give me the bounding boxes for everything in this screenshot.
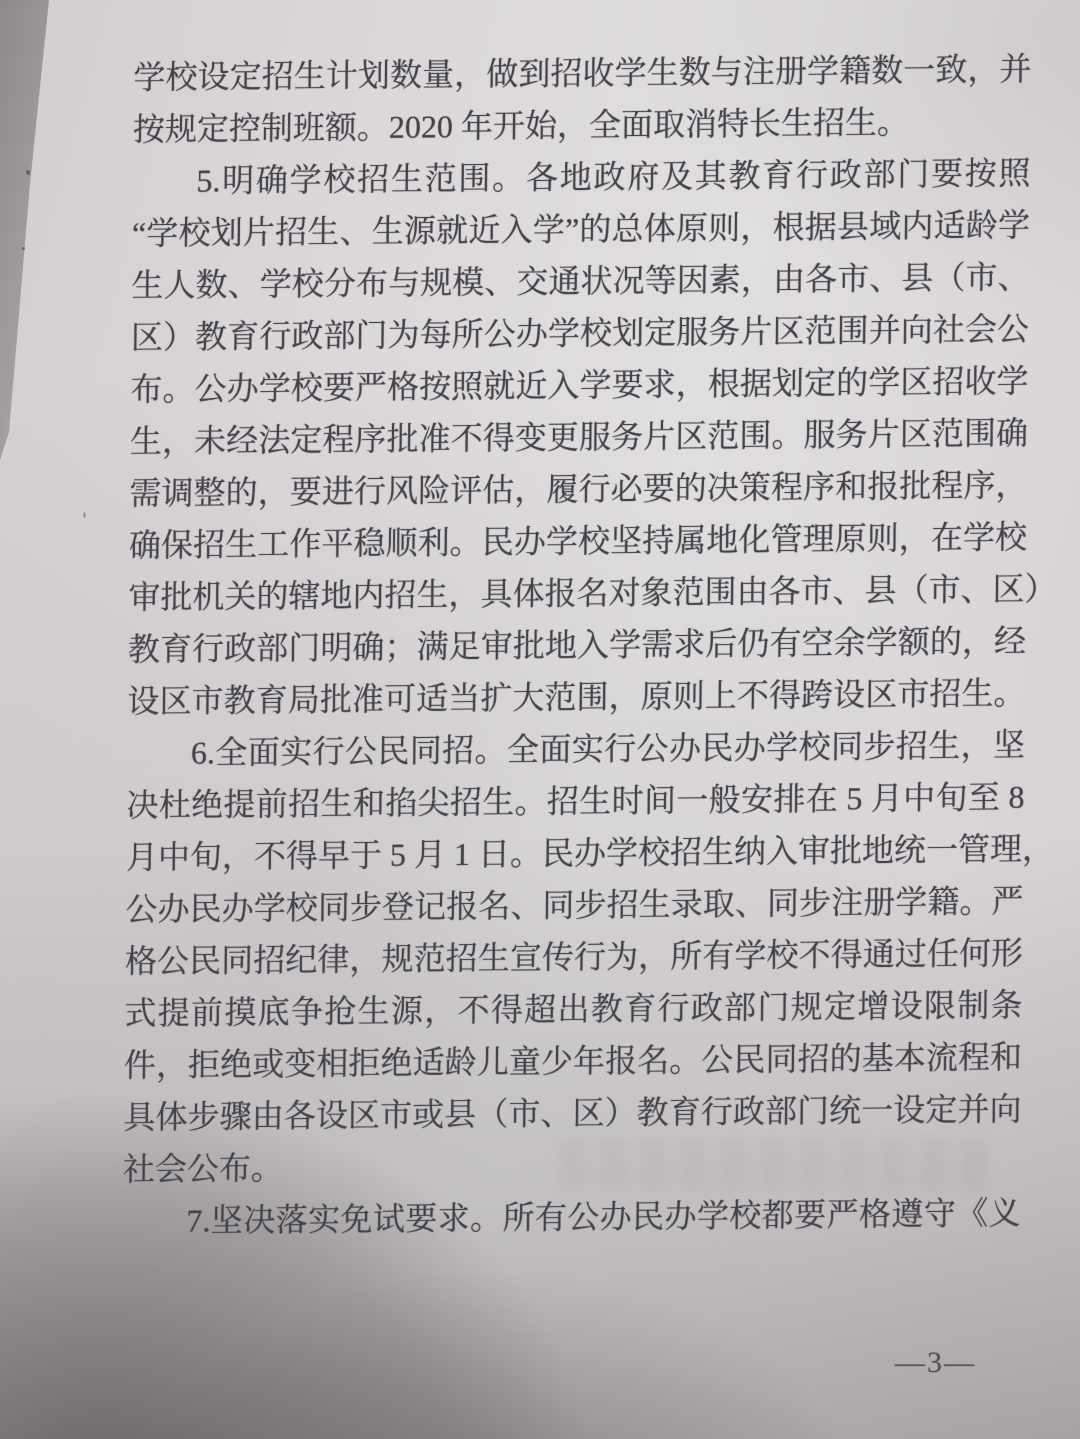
text-line: 需调整的，要进行风险评估，履行必要的决策程序和报批程序， (129, 466, 1028, 512)
text-line: 审批机关的辖地内招生，具体报名对象范围由各市、县（市、区） (128, 570, 1057, 616)
text-line: 5.明确学校招生范围。各地政府及其教育行政部门要按照 (196, 154, 1031, 199)
document-body-text (122, 43, 1057, 1248)
paper-speck (83, 512, 86, 518)
text-line: 布。公办学校要严格按照就近入学要求，根据划定的学区招收学 (130, 362, 1029, 408)
text-line: 生，未经法定程序批准不得变更服务片区范围。服务片区范围确 (129, 414, 1029, 460)
text-line: 学校设定招生计划数量，做到招收学生数与注册学籍数一致，并 (133, 50, 1032, 96)
text-line: 确保招生工作平稳顺利。民办学校坚持属地化管理原则，在学校 (128, 518, 1028, 564)
text-line: 社会公布。 (122, 1149, 284, 1188)
text-line: 设区市教育局批准可适当扩大范围，原则上不得跨设区市招生。 (127, 674, 1026, 720)
text-line: 式提前摸底争抢生源，不得超出教育行政部门规定增设限制条 (124, 986, 1023, 1032)
text-line: 月中旬，不得早于 5 月 1 日。民办学校招生纳入审批地统一管理， (125, 830, 1055, 876)
desk-surface-edge (0, 0, 60, 460)
text-line: 生人数、学校分布与规模、交通状况等因素，由各市、县（市、 (131, 258, 1030, 304)
text-line: 公办民办学校同步登记报名、同步招生录取、同步注册学籍。严 (125, 882, 1024, 928)
text-line: “学校划片招生、生源就近入学”的总体原则，根据县域内适龄学 (131, 206, 1031, 252)
paper-speck (26, 170, 30, 175)
text-line: 件，拒绝或变相拒绝适龄儿童少年报名。公民同招的基本流程和 (123, 1038, 1023, 1084)
text-line: 教育行政部门明确；满足审批地入学需求后仍有空余学额的，经 (127, 622, 1027, 668)
text-line: 7.坚决落实免试要求。所有公办民办学校都要严格遵守《义 (186, 1194, 1021, 1239)
text-line: 6.全面实行公民同招。全面实行公办民办学校同步招生，坚 (190, 726, 1026, 771)
text-line: 格公民同招纪律，规范招生宣传行为，所有学校不得通过任何形 (124, 934, 1024, 980)
paper-speck (22, 247, 26, 251)
text-line: 区）教育行政部门为每所公办学校划定服务片区范围并向社会公 (130, 310, 1030, 356)
page-number: —3— (895, 1346, 976, 1379)
text-line: 具体步骤由各设区市或县（市、区）教育行政部门统一设定并向 (123, 1090, 1022, 1136)
text-line: 按规定控制班额。2020 年开始，全面取消特长生招生。 (132, 103, 910, 148)
text-line: 决杜绝提前招生和掐尖招生。招生时间一般安排在 5 月中旬至 8 (126, 778, 1025, 824)
